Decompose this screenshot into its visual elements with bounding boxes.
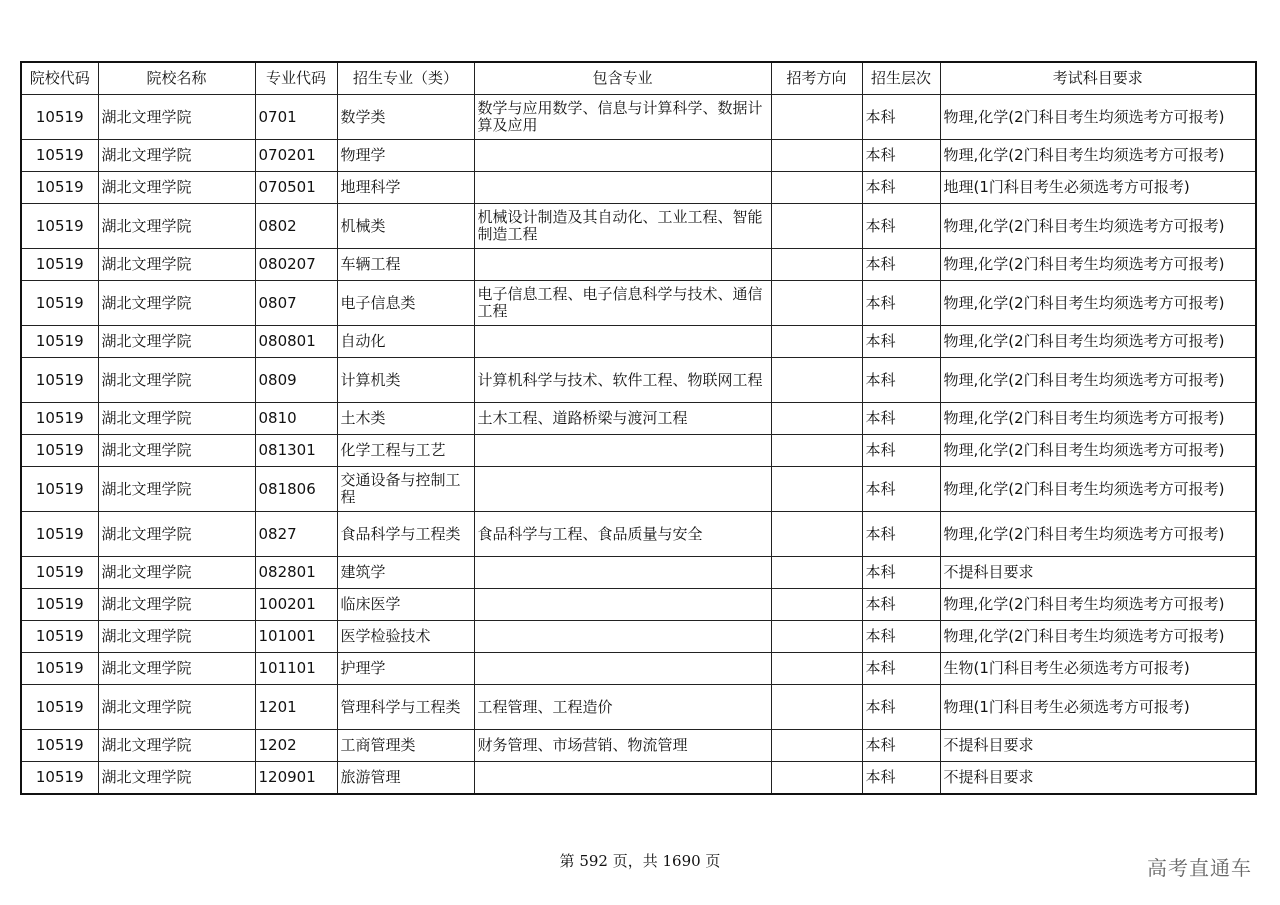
- table-row: [21, 204, 1256, 249]
- cell-subject-requirement: 物理,化学(2门科目考生均须选考方可报考): [940, 512, 1256, 557]
- cell-subject-requirement: 生物(1门科目考生必须选考方可报考): [940, 653, 1256, 685]
- cell-major-code: 070201: [255, 140, 337, 172]
- table-row: [21, 172, 1256, 204]
- cell-school-code: 10519: [21, 730, 98, 762]
- cell-major: 护理学: [337, 653, 474, 685]
- cell-level: 本科: [862, 281, 940, 326]
- cell-school-name: 湖北文理学院: [98, 762, 255, 795]
- cell-school-code: 10519: [21, 249, 98, 281]
- cell-level: 本科: [862, 512, 940, 557]
- cell-major-code: 101101: [255, 653, 337, 685]
- cell-major-code: 070501: [255, 172, 337, 204]
- cell-subject-requirement: 不提科目要求: [940, 762, 1256, 795]
- cell-included-majors: [474, 762, 771, 795]
- cell-school-code: 10519: [21, 204, 98, 249]
- table-row: [21, 557, 1256, 589]
- cell-school-name: 湖北文理学院: [98, 281, 255, 326]
- table-row: [21, 621, 1256, 653]
- table-row: [21, 249, 1256, 281]
- cell-direction: [771, 172, 862, 204]
- cell-subject-requirement: 物理,化学(2门科目考生均须选考方可报考): [940, 467, 1256, 512]
- table-row: [21, 358, 1256, 403]
- cell-school-name: 湖北文理学院: [98, 435, 255, 467]
- page-number: 第 592 页，共 1690 页: [559, 852, 721, 870]
- cell-major-code: 101001: [255, 621, 337, 653]
- cell-subject-requirement: 物理(1门科目考生必须选考方可报考): [940, 685, 1256, 730]
- cell-school-code: 10519: [21, 326, 98, 358]
- cell-major: 自动化: [337, 326, 474, 358]
- cell-major: 物理学: [337, 140, 474, 172]
- header-subject-requirement: 考试科目要求: [940, 62, 1256, 95]
- cell-subject-requirement: 物理,化学(2门科目考生均须选考方可报考): [940, 358, 1256, 403]
- cell-direction: [771, 326, 862, 358]
- cell-included-majors: [474, 140, 771, 172]
- cell-school-code: 10519: [21, 557, 98, 589]
- cell-school-name: 湖北文理学院: [98, 326, 255, 358]
- table-row: [21, 435, 1256, 467]
- cell-major: 地理科学: [337, 172, 474, 204]
- cell-included-majors: [474, 589, 771, 621]
- cell-subject-requirement: 物理,化学(2门科目考生均须选考方可报考): [940, 435, 1256, 467]
- header-included-majors: 包含专业: [474, 62, 771, 95]
- cell-major-code: 0802: [255, 204, 337, 249]
- cell-direction: [771, 589, 862, 621]
- cell-direction: [771, 621, 862, 653]
- cell-subject-requirement: 物理,化学(2门科目考生均须选考方可报考): [940, 249, 1256, 281]
- cell-subject-requirement: 物理,化学(2门科目考生均须选考方可报考): [940, 281, 1256, 326]
- cell-level: 本科: [862, 249, 940, 281]
- table-row: [21, 281, 1256, 326]
- cell-school-name: 湖北文理学院: [98, 730, 255, 762]
- cell-school-name: 湖北文理学院: [98, 249, 255, 281]
- table-header-row: [21, 62, 1256, 95]
- cell-included-majors: 数学与应用数学、信息与计算科学、数据计算及应用: [474, 95, 771, 140]
- cell-included-majors: [474, 435, 771, 467]
- table-row: [21, 762, 1256, 795]
- cell-school-code: 10519: [21, 685, 98, 730]
- table-body: [21, 95, 1256, 795]
- cell-level: 本科: [862, 621, 940, 653]
- cell-major: 机械类: [337, 204, 474, 249]
- cell-level: 本科: [862, 326, 940, 358]
- cell-included-majors: 土木工程、道路桥梁与渡河工程: [474, 403, 771, 435]
- cell-direction: [771, 95, 862, 140]
- cell-level: 本科: [862, 557, 940, 589]
- header-school-code: 院校代码: [21, 62, 98, 95]
- cell-direction: [771, 730, 862, 762]
- cell-major: 临床医学: [337, 589, 474, 621]
- table-row: [21, 512, 1256, 557]
- cell-major: 建筑学: [337, 557, 474, 589]
- cell-direction: [771, 685, 862, 730]
- cell-school-code: 10519: [21, 589, 98, 621]
- cell-direction: [771, 512, 862, 557]
- cell-major-code: 0701: [255, 95, 337, 140]
- watermark: 高考直通车: [1147, 856, 1252, 880]
- cell-school-name: 湖北文理学院: [98, 467, 255, 512]
- cell-school-code: 10519: [21, 95, 98, 140]
- cell-subject-requirement: 不提科目要求: [940, 557, 1256, 589]
- cell-direction: [771, 403, 862, 435]
- cell-level: 本科: [862, 358, 940, 403]
- cell-level: 本科: [862, 685, 940, 730]
- cell-school-name: 湖北文理学院: [98, 589, 255, 621]
- cell-school-code: 10519: [21, 762, 98, 795]
- cell-school-code: 10519: [21, 281, 98, 326]
- cell-direction: [771, 557, 862, 589]
- cell-subject-requirement: 物理,化学(2门科目考生均须选考方可报考): [940, 140, 1256, 172]
- cell-school-code: 10519: [21, 435, 98, 467]
- cell-included-majors: 计算机科学与技术、软件工程、物联网工程: [474, 358, 771, 403]
- cell-included-majors: 机械设计制造及其自动化、工业工程、智能制造工程: [474, 204, 771, 249]
- cell-major-code: 080207: [255, 249, 337, 281]
- header-direction: 招考方向: [771, 62, 862, 95]
- cell-school-name: 湖北文理学院: [98, 358, 255, 403]
- cell-major: 化学工程与工艺: [337, 435, 474, 467]
- cell-school-name: 湖北文理学院: [98, 621, 255, 653]
- cell-major-code: 082801: [255, 557, 337, 589]
- cell-direction: [771, 467, 862, 512]
- cell-level: 本科: [862, 653, 940, 685]
- admissions-table: [20, 61, 1257, 795]
- cell-level: 本科: [862, 172, 940, 204]
- header-level: 招生层次: [862, 62, 940, 95]
- cell-school-name: 湖北文理学院: [98, 140, 255, 172]
- cell-direction: [771, 281, 862, 326]
- cell-major-code: 0810: [255, 403, 337, 435]
- cell-major-code: 100201: [255, 589, 337, 621]
- cell-included-majors: [474, 172, 771, 204]
- cell-school-name: 湖北文理学院: [98, 172, 255, 204]
- cell-school-code: 10519: [21, 467, 98, 512]
- cell-school-code: 10519: [21, 653, 98, 685]
- cell-major-code: 1201: [255, 685, 337, 730]
- cell-direction: [771, 204, 862, 249]
- table-row: [21, 653, 1256, 685]
- header-major-code: 专业代码: [255, 62, 337, 95]
- header-major: 招生专业（类）: [337, 62, 474, 95]
- cell-school-code: 10519: [21, 358, 98, 403]
- header-school-name: 院校名称: [98, 62, 255, 95]
- cell-included-majors: 财务管理、市场营销、物流管理: [474, 730, 771, 762]
- cell-level: 本科: [862, 589, 940, 621]
- cell-direction: [771, 249, 862, 281]
- cell-school-code: 10519: [21, 512, 98, 557]
- cell-level: 本科: [862, 403, 940, 435]
- cell-direction: [771, 140, 862, 172]
- table-row: [21, 140, 1256, 172]
- cell-level: 本科: [862, 435, 940, 467]
- cell-major-code: 0807: [255, 281, 337, 326]
- table-row: [21, 730, 1256, 762]
- cell-level: 本科: [862, 730, 940, 762]
- cell-included-majors: 食品科学与工程、食品质量与安全: [474, 512, 771, 557]
- table-row: [21, 95, 1256, 140]
- cell-major-code: 0827: [255, 512, 337, 557]
- cell-major-code: 081301: [255, 435, 337, 467]
- cell-school-name: 湖北文理学院: [98, 512, 255, 557]
- cell-subject-requirement: 物理,化学(2门科目考生均须选考方可报考): [940, 326, 1256, 358]
- cell-level: 本科: [862, 95, 940, 140]
- cell-included-majors: [474, 249, 771, 281]
- cell-direction: [771, 358, 862, 403]
- cell-school-code: 10519: [21, 621, 98, 653]
- cell-subject-requirement: 物理,化学(2门科目考生均须选考方可报考): [940, 403, 1256, 435]
- cell-major-code: 0809: [255, 358, 337, 403]
- cell-level: 本科: [862, 762, 940, 795]
- cell-school-code: 10519: [21, 172, 98, 204]
- table-row: [21, 685, 1256, 730]
- cell-included-majors: [474, 653, 771, 685]
- cell-major-code: 081806: [255, 467, 337, 512]
- cell-major: 土木类: [337, 403, 474, 435]
- cell-subject-requirement: 物理,化学(2门科目考生均须选考方可报考): [940, 589, 1256, 621]
- cell-major: 电子信息类: [337, 281, 474, 326]
- cell-included-majors: 工程管理、工程造价: [474, 685, 771, 730]
- cell-subject-requirement: 地理(1门科目考生必须选考方可报考): [940, 172, 1256, 204]
- cell-direction: [771, 435, 862, 467]
- cell-major: 车辆工程: [337, 249, 474, 281]
- cell-major-code: 120901: [255, 762, 337, 795]
- cell-level: 本科: [862, 467, 940, 512]
- cell-school-name: 湖北文理学院: [98, 403, 255, 435]
- cell-major: 旅游管理: [337, 762, 474, 795]
- cell-subject-requirement: 不提科目要求: [940, 730, 1256, 762]
- cell-subject-requirement: 物理,化学(2门科目考生均须选考方可报考): [940, 95, 1256, 140]
- cell-level: 本科: [862, 140, 940, 172]
- cell-major: 计算机类: [337, 358, 474, 403]
- cell-major: 食品科学与工程类: [337, 512, 474, 557]
- cell-school-code: 10519: [21, 403, 98, 435]
- cell-school-code: 10519: [21, 140, 98, 172]
- cell-major-code: 080801: [255, 326, 337, 358]
- cell-included-majors: 电子信息工程、电子信息科学与技术、通信工程: [474, 281, 771, 326]
- cell-school-name: 湖北文理学院: [98, 653, 255, 685]
- cell-included-majors: [474, 621, 771, 653]
- cell-major: 数学类: [337, 95, 474, 140]
- cell-major: 管理科学与工程类: [337, 685, 474, 730]
- cell-level: 本科: [862, 204, 940, 249]
- table-row: [21, 467, 1256, 512]
- cell-direction: [771, 762, 862, 795]
- table-row: [21, 326, 1256, 358]
- cell-major: 工商管理类: [337, 730, 474, 762]
- cell-direction: [771, 653, 862, 685]
- table-row: [21, 403, 1256, 435]
- cell-subject-requirement: 物理,化学(2门科目考生均须选考方可报考): [940, 204, 1256, 249]
- cell-subject-requirement: 物理,化学(2门科目考生均须选考方可报考): [940, 621, 1256, 653]
- cell-included-majors: [474, 467, 771, 512]
- cell-included-majors: [474, 557, 771, 589]
- cell-major: 交通设备与控制工程: [337, 467, 474, 512]
- table-row: [21, 589, 1256, 621]
- cell-school-name: 湖北文理学院: [98, 557, 255, 589]
- cell-school-name: 湖北文理学院: [98, 95, 255, 140]
- cell-school-name: 湖北文理学院: [98, 685, 255, 730]
- cell-included-majors: [474, 326, 771, 358]
- cell-major-code: 1202: [255, 730, 337, 762]
- cell-major: 医学检验技术: [337, 621, 474, 653]
- cell-school-name: 湖北文理学院: [98, 204, 255, 249]
